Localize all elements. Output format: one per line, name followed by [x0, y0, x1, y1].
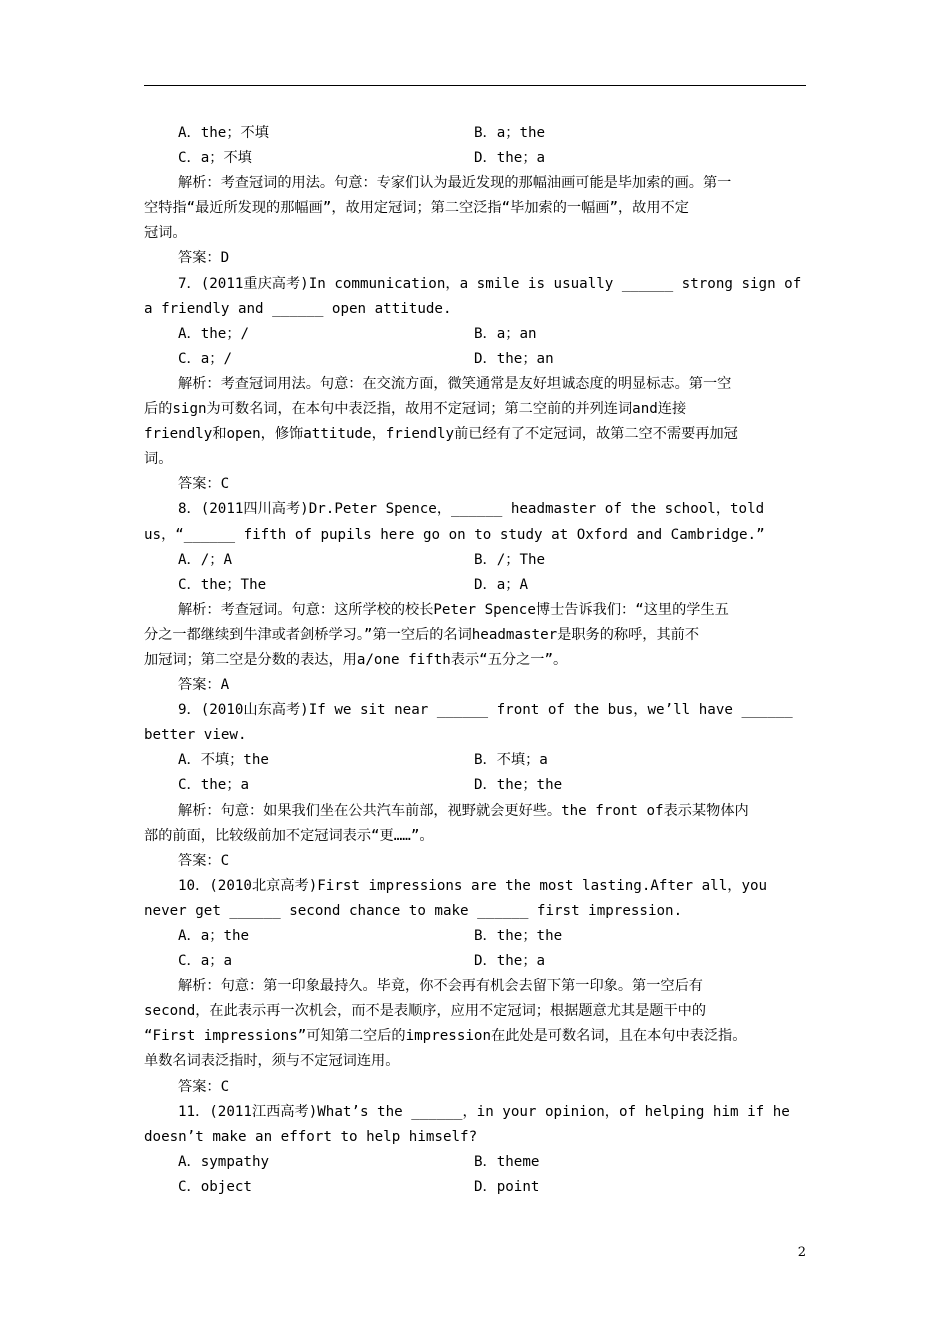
- option-b: B．a；an: [474, 325, 537, 342]
- analysis-line: 单数名词表泛指时，须与不定冠词连用。: [144, 1053, 400, 1070]
- option-b: B．不填；a: [474, 752, 548, 769]
- option-d: D．the；the: [474, 777, 563, 794]
- question-7: [144, 272, 806, 498]
- options-row: [144, 1150, 806, 1175]
- question-stem: 8．(2011四川高考)Dr.Peter Spence，______ headmaster of the school，told: [178, 501, 765, 518]
- question-10: [144, 874, 806, 1100]
- option-c: C．the；The: [178, 576, 267, 593]
- analysis-line: 解析：句意：如果我们坐在公共汽车前部，视野就会更好些。the front of表示某物体内: [178, 802, 749, 819]
- question-stem: 7．(2011重庆高考)In communication，a smile is usually ______ strong sign of: [178, 275, 802, 292]
- option-a: A．sympathy: [178, 1153, 270, 1170]
- question-stem: 11．(2011江西高考)What’s the ______，in your opinion，of helping him if he: [178, 1103, 790, 1120]
- options-row: [144, 748, 806, 773]
- option-c: C．object: [178, 1178, 252, 1195]
- option-b: B．/；The: [474, 551, 546, 568]
- question-11: [144, 1100, 806, 1200]
- option-a: A．the；不填: [178, 125, 269, 141]
- option-d: D．the；a: [474, 150, 546, 167]
- analysis-line: 词。: [144, 451, 173, 468]
- question-stem: a friendly and ______ open attitude.: [144, 300, 452, 317]
- options-row: [144, 548, 806, 573]
- analysis-line: 解析：考查冠词的用法。句意：专家们认为最近发现的那幅油画可能是毕加索的画。第一: [178, 175, 732, 192]
- analysis-line: 部的前面，比较级前加不定冠词表示“更……”。: [144, 827, 434, 844]
- question-8: [144, 497, 806, 698]
- header-rule: [144, 85, 806, 86]
- option-a: A．/；A: [178, 551, 232, 568]
- option-c: C．a；/: [178, 350, 232, 367]
- options-row: [144, 347, 806, 372]
- option-d: D．point: [474, 1178, 540, 1195]
- question-9: [144, 698, 806, 874]
- option-b: B．the；the: [474, 928, 563, 944]
- options-row: [144, 924, 806, 949]
- options-row: [144, 146, 806, 171]
- option-d: D．the；an: [474, 350, 554, 367]
- analysis-line: 解析：考查冠词用法。句意：在交流方面，微笑通常是友好坦诚态度的明显标志。第一空: [178, 375, 732, 392]
- analysis-line: 解析：句意：第一印象最持久。毕竟，你不会再有机会去留下第一印象。第一空后有: [178, 978, 703, 995]
- option-a: A．不填；the: [178, 752, 269, 769]
- analysis-line: 后的sign为可数名词，在本句中表泛指，故用不定冠词；第二空前的并列连词and连接: [144, 401, 687, 418]
- options-row: [144, 121, 806, 146]
- analysis-line: “First impressions”可知第二空后的impression在此处是可数名词，且在本句中表泛指。: [144, 1028, 747, 1045]
- option-a: A．the；/: [178, 325, 250, 342]
- page-number: 2: [797, 1245, 806, 1260]
- answer: 答案：C: [178, 1078, 230, 1095]
- question-stem: 9．(2010山东高考)If we sit near ______ front of the bus，we’ll have ______: [178, 702, 793, 719]
- analysis-line: 加冠词；第二空是分数的表达，用a/one fifth表示“五分之一”。: [144, 651, 568, 668]
- answer: 答案：C: [178, 476, 230, 493]
- question-stem: doesn’t make an effort to help himself?: [144, 1128, 478, 1145]
- option-d: D．a；A: [474, 576, 528, 593]
- question-stem: better view.: [144, 727, 247, 744]
- question-stem: 10．(2010北京高考)First impressions are the most lasting.After all，you: [178, 877, 768, 894]
- options-row: [144, 773, 806, 798]
- analysis-line: 分之一都继续到牛津或者剑桥学习。”第一空后的名词headmaster是职务的称呼，其前不: [144, 626, 700, 643]
- analysis-line: 冠词。: [144, 225, 187, 242]
- option-c: C．the；a: [178, 777, 250, 794]
- question-stem: never get ______ second chance to make ______ first impression.: [144, 902, 683, 919]
- option-b: B．a；the: [474, 125, 546, 141]
- analysis-line: 空特指“最近所发现的那幅画”，故用定冠词；第二空泛指“毕加索的一幅画”，故用不定: [144, 200, 689, 217]
- option-c: C．a；不填: [178, 150, 252, 167]
- analysis-line: friendly和open，修饰attitude，friendly前已经有了不定冠词，故第二空不需要再加冠: [144, 426, 738, 443]
- analysis-line: second，在此表示再一次机会，而不是表顺序，应用不定冠词；根据题意尤其是题干中的: [144, 1003, 707, 1020]
- options-row: [144, 322, 806, 347]
- options-row: [144, 949, 806, 974]
- analysis-line: 解析：考查冠词。句意：这所学校的校长Peter Spence博士告诉我们：“这里的学生五: [178, 601, 729, 618]
- question-6: [144, 121, 806, 272]
- question-stem: us，“______ fifth of pupils here go on to study at Oxford and Cambridge.”: [144, 526, 765, 543]
- page-content: [144, 121, 806, 1200]
- answer: 答案：D: [178, 250, 230, 267]
- option-b: B．theme: [474, 1153, 540, 1170]
- option-d: D．the；a: [474, 953, 546, 970]
- option-a: A．a；the: [178, 928, 250, 944]
- answer: 答案：C: [178, 852, 230, 869]
- answer: 答案：A: [178, 677, 230, 694]
- options-row: [144, 573, 806, 598]
- option-c: C．a；a: [178, 953, 232, 970]
- options-row: [144, 1175, 806, 1200]
